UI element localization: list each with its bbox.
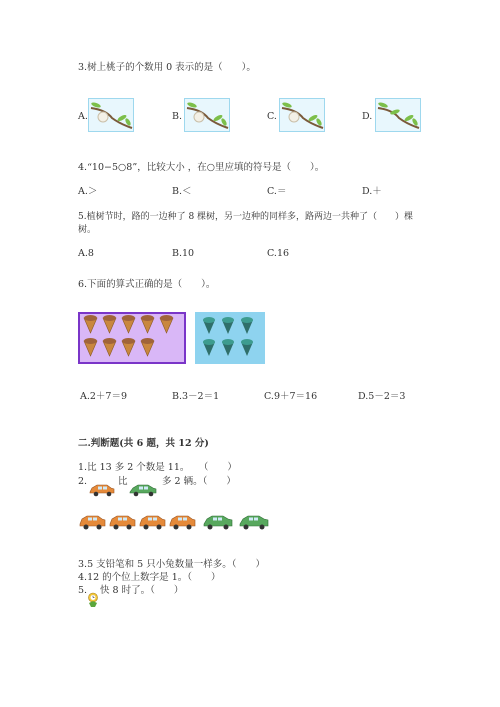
clock-character-icon — [86, 592, 100, 608]
branch-peach-image-b — [184, 98, 230, 132]
q3-option-a[interactable]: A. — [78, 111, 88, 122]
q3-stem: 3.树上桃子的个数用 0 表示的是（ ）。 — [78, 62, 256, 73]
q6-option-c[interactable]: C.9＋7＝16 — [264, 391, 318, 402]
judge-item-2-compare: 比 — [118, 476, 128, 487]
q5-stem-line2: 树。 — [78, 225, 97, 235]
q5-option-c[interactable]: C.16 — [267, 248, 290, 259]
q4-stem: 4.“10−5○8”，比较大小 ，在○里应填的符号是（ ）。 — [78, 162, 325, 173]
q5-stem-line1: 5.植树节时，路的一边种了 8 棵树，另一边种的同样多，路两边一共种了（ ）棵 — [78, 212, 414, 222]
judge-item-5-number: 5. — [78, 585, 88, 596]
q5-option-a[interactable]: A.8 — [78, 248, 94, 259]
q5-option-b[interactable]: B.10 — [172, 248, 195, 259]
judge-item-5-text: 快 8 时了。（ ） — [100, 585, 184, 596]
branch-peach-image-a — [88, 98, 134, 132]
q4-option-d[interactable]: D.＋ — [362, 186, 382, 197]
green-car-icon — [128, 483, 158, 497]
judge-item-1: 1.比 13 多 2 个数是 11。 （ ） — [78, 462, 237, 473]
ice-cream-group-image — [78, 312, 186, 364]
q4-option-c[interactable]: C.＝ — [267, 186, 287, 197]
orange-car-icon — [88, 483, 116, 497]
ice-cream-panel-image — [195, 312, 265, 364]
q4-option-a[interactable]: A.＞ — [78, 186, 98, 197]
cars-row-image — [78, 513, 274, 531]
q3-option-c[interactable]: C. — [267, 111, 277, 122]
judge-item-3: 3.5 支铅笔和 5 只小兔数量一样多。（ ） — [78, 559, 265, 570]
branch-peach-image-c — [279, 98, 325, 132]
q3-option-d[interactable]: D. — [362, 111, 373, 122]
judge-item-2-number: 2. — [78, 476, 88, 487]
branch-image-d — [375, 98, 421, 132]
judge-item-4: 4.12 的个位上数字是 1。（ ） — [78, 572, 221, 583]
q4-option-b[interactable]: B.＜ — [172, 186, 192, 197]
q6-stem: 6.下面的算式正确的是（ ）。 — [78, 279, 216, 290]
judge-item-2-text: 多 2 辆。（ ） — [162, 476, 236, 487]
q6-option-b[interactable]: B.3－2＝1 — [172, 391, 220, 402]
q6-option-d[interactable]: D.5－2＝3 — [358, 391, 406, 402]
q6-option-a[interactable]: A.2＋7＝9 — [80, 391, 128, 402]
section2-title: 二.判断题(共 6 题，共 12 分) — [78, 438, 209, 449]
q3-option-b[interactable]: B. — [172, 111, 183, 122]
